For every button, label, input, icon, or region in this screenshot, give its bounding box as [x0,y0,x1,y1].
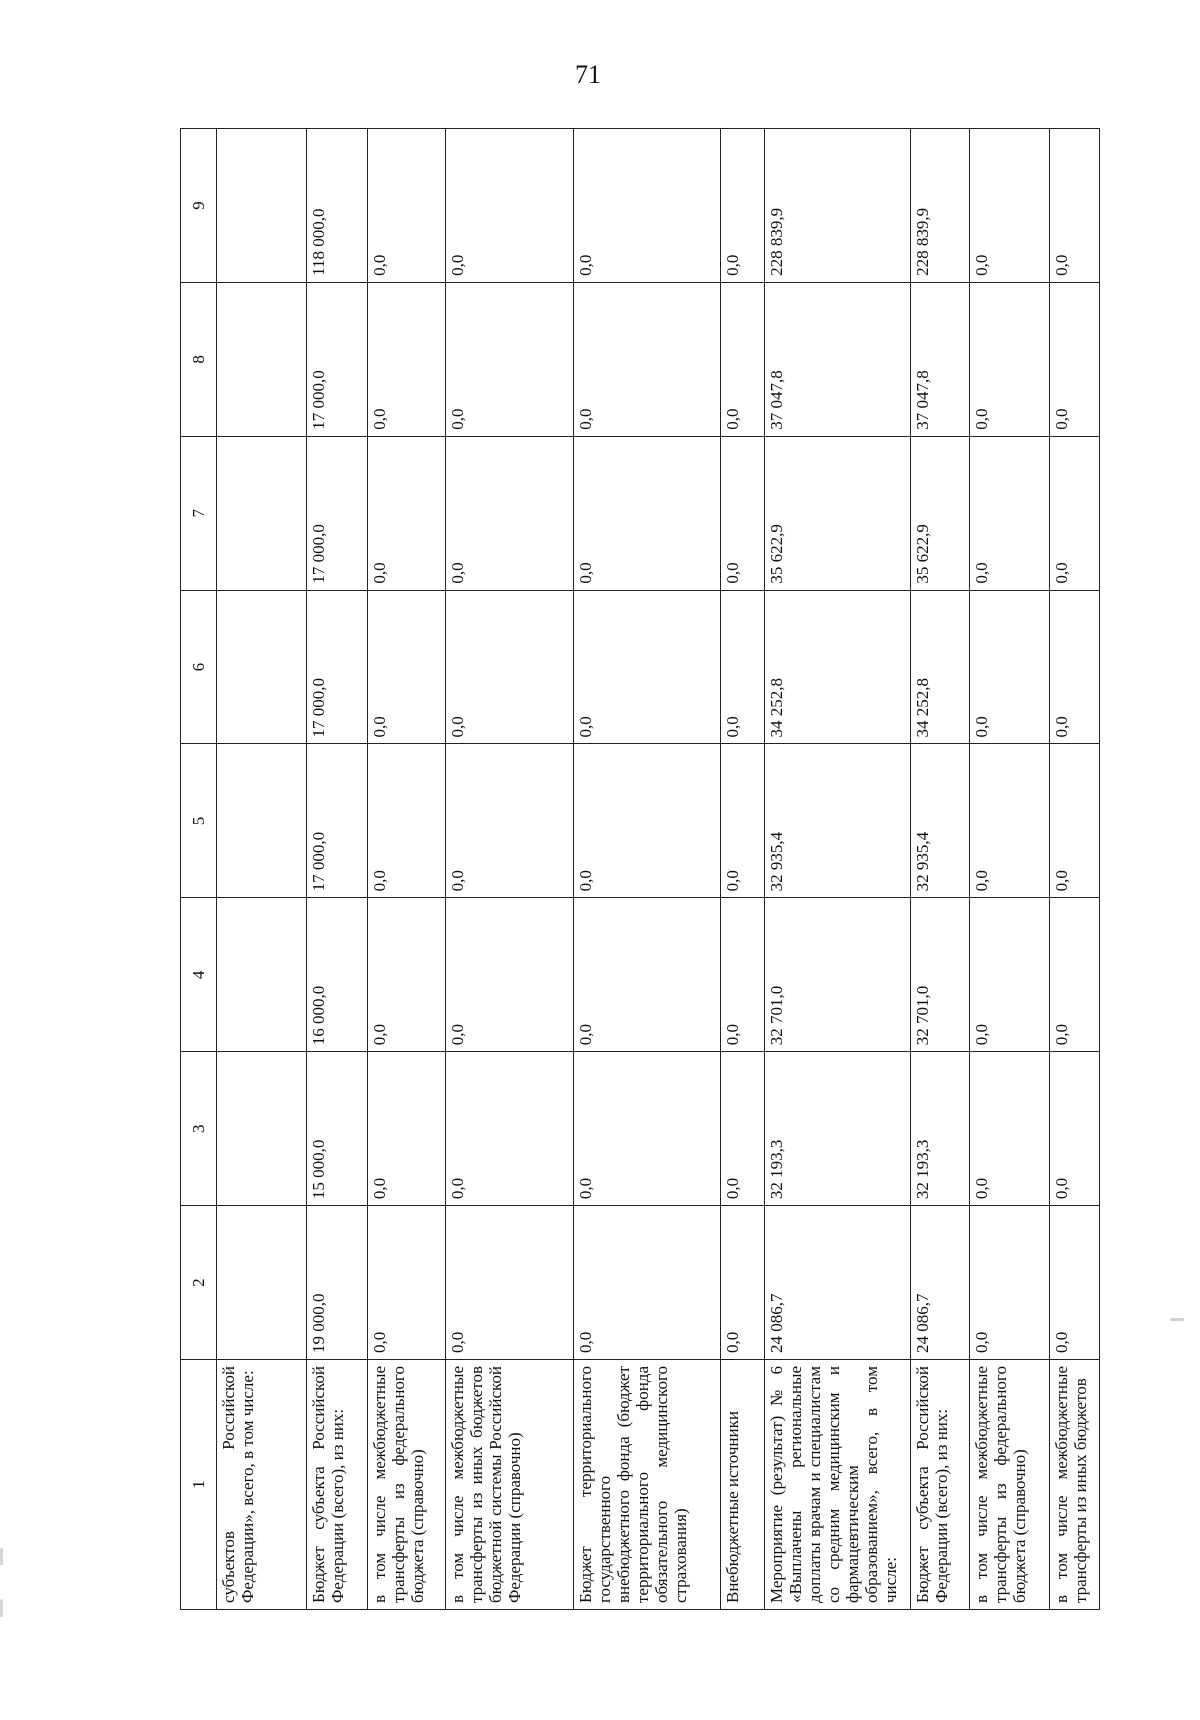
table-container [180,128,1100,1610]
table-cell: 19 000,0 [307,1206,368,1360]
table-cell: 0,0 [970,1206,1050,1360]
table-row [720,129,764,1610]
table-cell: 0,0 [1049,590,1099,744]
table-row [764,129,911,1610]
table-cell: 0,0 [367,898,446,1052]
table-row [446,129,574,1610]
row-label: в том числе межбюджетные трансферты из федерального бюджета (справочно) [970,1360,1050,1610]
table-cell: 0,0 [970,898,1050,1052]
table-cell: 24 086,7 [764,1206,911,1360]
table-row [970,129,1050,1610]
table-cell [217,898,307,1052]
row-label: в том числе межбюджетные трансферты из иных бюджетов бюджетной системы Российской Федерации (справочно) [446,1360,574,1610]
table-cell: 24 086,7 [911,1206,970,1360]
table-cell: 0,0 [367,436,446,590]
table-cell: 0,0 [574,1052,721,1206]
table-cell: 0,0 [720,1206,764,1360]
table-cell [217,1052,307,1206]
row-label: Бюджет территориального государственного внебюджетного фонда (бюджет территориального фонда обязательного медицинского страхования) [574,1360,721,1610]
table-cell: 16 000,0 [307,898,368,1052]
table-cell: 0,0 [720,282,764,436]
row-label: Внебюджетные источники [720,1360,764,1610]
scan-speck-artifact [1170,1318,1184,1321]
table-cell [217,1206,307,1360]
table-cell: 0,0 [367,590,446,744]
table-cell: 0,0 [574,129,721,283]
column-header: 7 [181,436,217,590]
table-cell: 0,0 [446,590,574,744]
table-cell: 0,0 [720,744,764,898]
table-cell [217,129,307,283]
table-cell: 0,0 [1049,1206,1099,1360]
table-cell: 17 000,0 [307,436,368,590]
table-cell: 0,0 [1049,898,1099,1052]
column-header: 5 [181,744,217,898]
table-cell: 0,0 [574,590,721,744]
table-cell: 0,0 [367,744,446,898]
table-cell: 0,0 [970,282,1050,436]
table-cell: 228 839,9 [764,129,911,283]
table-cell: 37 047,8 [764,282,911,436]
table-cell: 0,0 [1049,744,1099,898]
table-cell: 0,0 [1049,436,1099,590]
table-row [307,129,368,1610]
table-cell: 0,0 [367,129,446,283]
column-header: 9 [181,129,217,283]
column-header: 3 [181,1052,217,1206]
table-row [217,129,307,1610]
table-cell: 0,0 [970,436,1050,590]
table-cell: 0,0 [970,1052,1050,1206]
table-cell: 0,0 [446,1052,574,1206]
row-label: субъектов Российской Федерации», всего, в том числе: [217,1360,307,1610]
table-cell: 34 252,8 [911,590,970,744]
table-row [1049,129,1099,1610]
table-cell: 32 701,0 [764,898,911,1052]
table-cell: 0,0 [720,898,764,1052]
table-cell: 0,0 [720,129,764,283]
row-label: Бюджет субъекта Российской Федерации (всего), из них: [911,1360,970,1610]
table-cell [217,590,307,744]
table-cell: 0,0 [970,744,1050,898]
header-row [181,129,217,1610]
table-cell: 0,0 [1049,282,1099,436]
table-cell [217,744,307,898]
table-cell: 32 193,3 [911,1052,970,1206]
table-cell: 0,0 [446,436,574,590]
table-cell: 228 839,9 [911,129,970,283]
table-cell: 0,0 [970,590,1050,744]
table-cell: 15 000,0 [307,1052,368,1206]
table-cell: 0,0 [574,1206,721,1360]
table-cell: 0,0 [1049,1052,1099,1206]
table-cell: 17 000,0 [307,282,368,436]
table-row [574,129,721,1610]
budget-table [180,128,1100,1610]
table-cell: 35 622,9 [764,436,911,590]
table-cell: 0,0 [367,282,446,436]
table-cell: 32 935,4 [911,744,970,898]
table-cell: 0,0 [446,898,574,1052]
table-cell: 32 193,3 [764,1052,911,1206]
table-cell: 0,0 [367,1206,446,1360]
table-cell: 17 000,0 [307,744,368,898]
row-label: в том числе межбюджетные трансферты из федерального бюджета (справочно) [367,1360,446,1610]
table-cell: 34 252,8 [764,590,911,744]
table-cell: 32 935,4 [764,744,911,898]
table-cell: 0,0 [446,744,574,898]
table-cell: 32 701,0 [911,898,970,1052]
table-cell: 0,0 [446,1206,574,1360]
column-header: 6 [181,590,217,744]
table-cell: 0,0 [446,129,574,283]
table-cell: 118 000,0 [307,129,368,283]
table-cell: 0,0 [574,436,721,590]
row-label: Мероприятие (результат) № 6 «Выплачены региональные доплаты врачам и специалистам со средним медицинским и фармацевтическим образованием», всего, в том числе: [764,1360,911,1610]
table-cell: 0,0 [367,1052,446,1206]
column-header: 1 [181,1360,217,1610]
table-cell: 0,0 [574,898,721,1052]
table-cell: 35 622,9 [911,436,970,590]
column-header: 4 [181,898,217,1052]
column-header: 8 [181,282,217,436]
table-cell: 0,0 [574,744,721,898]
column-header: 2 [181,1206,217,1360]
table-cell [217,436,307,590]
table-cell: 0,0 [446,282,574,436]
table-cell: 37 047,8 [911,282,970,436]
table-cell [217,282,307,436]
row-label: в том числе межбюджетные трансферты из иных бюджетов [1049,1360,1099,1610]
table-cell: 0,0 [720,1052,764,1206]
table-cell: 0,0 [970,129,1050,283]
table-cell: 0,0 [720,590,764,744]
table-row [367,129,446,1610]
table-cell: 0,0 [720,436,764,590]
row-label: Бюджет субъекта Российской Федерации (всего), из них: [307,1360,368,1610]
table-cell: 0,0 [574,282,721,436]
rotated-table-frame [180,128,1100,1610]
table-cell: 0,0 [1049,129,1099,283]
scan-edge-artifact [0,1548,3,1720]
page-number: 71 [575,60,601,89]
table-row [911,129,970,1610]
table-cell: 17 000,0 [307,590,368,744]
